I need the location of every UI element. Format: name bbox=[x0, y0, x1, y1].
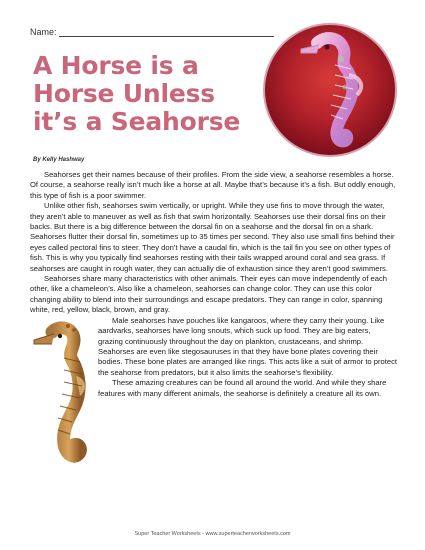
name-field[interactable] bbox=[30, 27, 274, 37]
footer: Super Teacher Worksheets - www.superteacherworksheets.com bbox=[134, 531, 291, 537]
paragraph-3: Seahorses share many characteristics with other animals. Their eyes can move independently of each other, like a chameleon’s. Also like a chameleon, seahorses can change color. They can use this color changing ability to blend into their surroundings and escape predators. They can range in color, spanning white, red, yellow, black, brown, and gray. bbox=[30, 274, 388, 315]
byline: By Kelly Hashway bbox=[33, 157, 85, 163]
title-line-1: A Horse is a bbox=[33, 51, 199, 80]
brown-seahorse-image bbox=[30, 318, 92, 476]
paragraph-4: Male seahorses have pouches like kangaroos, where they carry their young. Like aardvarks, seahorses have long snouts, which suck up food. They are big eaters, grazing continuously throughout the day on plankton, crustaceans, and shrimp. Seahorses are even like stegosauruses in that they have bone plates covering their bodies. These bone plates are arranged like rings. This acts like a suit of armor to protect the seahorse from predators, but it also limits the seahorse’s flexibility. bbox=[98, 315, 397, 377]
figure-text-block bbox=[30, 316, 397, 476]
pink-seahorse-image bbox=[265, 25, 395, 155]
name-line[interactable] bbox=[59, 28, 274, 37]
paragraph-2: Unlike other fish, seahorses swim vertically, or upright. While they use fins to move through the water, they aren’t able to maneuver as well as fish that swim horizontally. Seahorses use their dorsal fins on their backs. But there is a big difference between the dorsal fin on a seahorse and the dorsal fin on a shark. Seahorses flutter their dorsal fin, sometimes up to 35 times per second. They also use small fins behind their eyes called pectoral fins to steer. They don’t have a caudal fin, which is the tail fin you see on other types of fish. This is why you typically find seahorses resting with their tails wrapped around coral and sea grass. If seahorses are caught in rough water, they can actually die of exhaustion since they aren’t good swimmers. bbox=[30, 201, 395, 273]
name-label: Name: bbox=[30, 27, 57, 37]
page-title bbox=[33, 52, 258, 136]
paragraph-5: These amazing creatures can be found all around the world. And while they share features with many different animals, the seahorse is definitely a creature all its own. bbox=[98, 378, 387, 398]
brown-seahorse-icon bbox=[30, 318, 92, 476]
seahorse-photo bbox=[263, 23, 397, 157]
article-body bbox=[30, 170, 397, 476]
paragraph-1: Seahorses get their names because of their profiles. From the side view, a seahorse resembles a horse. Of course, a seahorse really isn’t much like a horse at all. Maybe that’s because it’s a fish. But oddly enough, this type of fish is a poor swimmer. bbox=[30, 170, 396, 200]
title-line-3: it’s a Seahorse bbox=[33, 107, 241, 136]
title-line-2: Horse Unless bbox=[33, 79, 215, 108]
